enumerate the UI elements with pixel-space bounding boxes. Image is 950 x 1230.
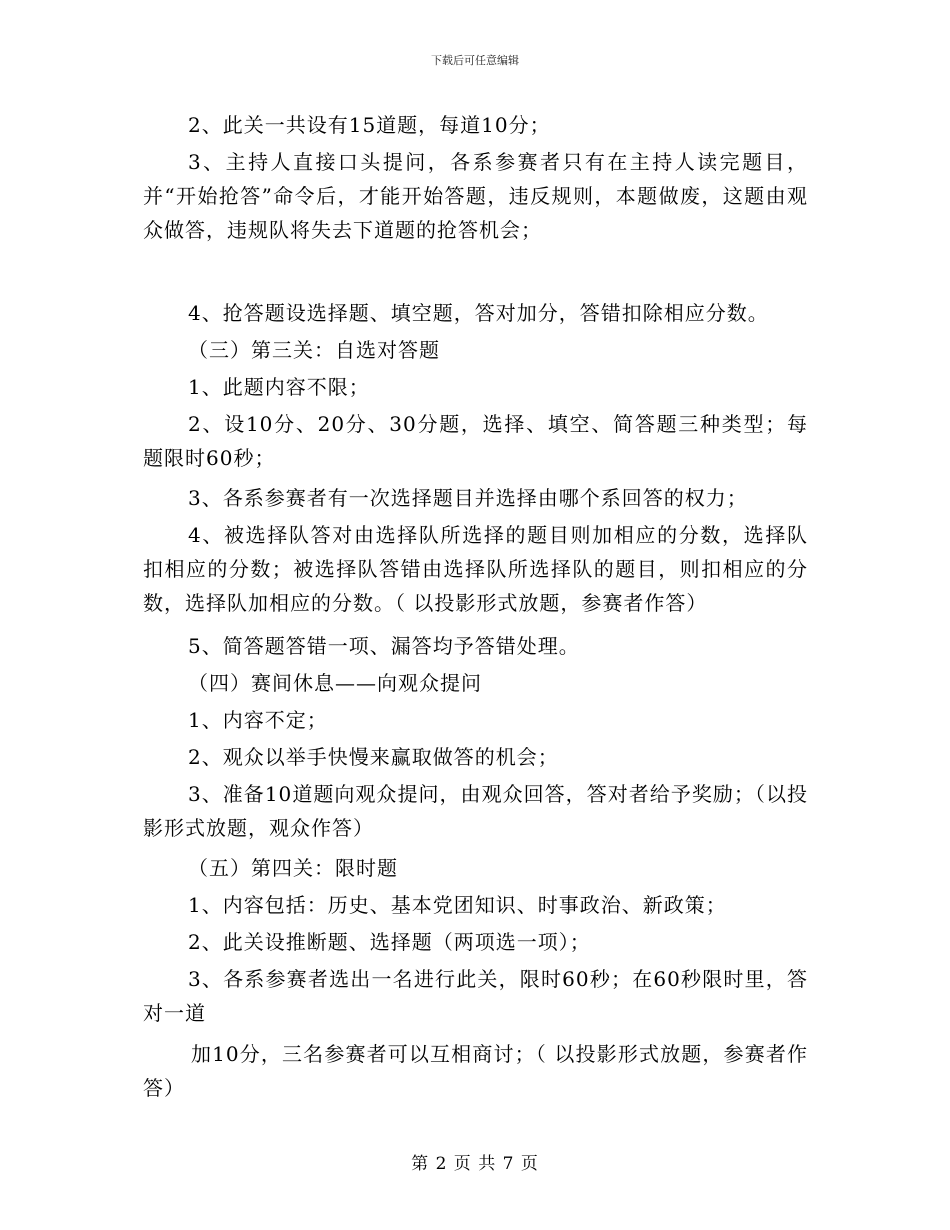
- paragraph-s3-rule-5: 5、简答题答错一项、漏答均予答错处理。: [188, 634, 580, 658]
- page-header: 下载后可任意编辑: [431, 54, 519, 67]
- paragraph-s3-rule-3: 3、各系参赛者有一次选择题目并选择由哪个系回答的权力；: [188, 486, 748, 510]
- section-heading-4: （四）赛间休息——向观众提问: [188, 671, 482, 695]
- paragraph-s5-rule-3: 3、各系参赛者选出一名进行此关，限时60秒；在60秒限时里，答对一道: [143, 967, 808, 1025]
- paragraph-rule-2: 2、此关一共设有15道题，每道10分；: [188, 113, 551, 137]
- paragraph-s3-rule-4: 4、被选择队答对由选择队所选择的题目则加相应的分数，选择队扣相应的分数；被选择队答错由选择队所选择队的题目，则扣相应的分数，选择队加相应的分数。（ 以投影形式放题，参赛者作答）: [143, 523, 808, 615]
- paragraph-s5-rule-1: 1、内容包括：历史、基本党团知识、时事政治、新政策；: [188, 893, 727, 917]
- paragraph-s5-rule-3-cont: 加10分，三名参赛者可以互相商讨；（ 以投影形式放题，参赛者作答）: [143, 1042, 808, 1100]
- section-heading-3: （三）第三关：自选对答题: [188, 338, 440, 362]
- page-number: 第 2 页 共 7 页: [411, 1154, 539, 1174]
- paragraph-s3-rule-1: 1、此题内容不限；: [188, 375, 370, 399]
- paragraph-rule-3: 3、主持人直接口头提问，各系参赛者只有在主持人读完题目，并“开始抢答”命令后，才能开始答题，违反规则，本题做废，这题由观众做答，违规队将失去下道题的抢答机会；: [143, 150, 808, 242]
- paragraph-s3-rule-2: 2、设10分、20分、30分题，选择、填空、简答题三种类型；每题限时60秒；: [143, 412, 808, 470]
- paragraph-s4-rule-3: 3、准备10道题向观众提问，由观众回答，答对者给予奖励；（以投影形式放题，观众作答）: [143, 782, 808, 840]
- paragraph-rule-4: 4、抢答题设选择题、填空题，答对加分，答错扣除相应分数。: [188, 301, 769, 325]
- paragraph-s4-rule-1: 1、内容不定；: [188, 708, 328, 732]
- paragraph-s5-rule-2: 2、此关设推断题、选择题（两项选一项）；: [188, 930, 591, 954]
- section-heading-5: （五）第四关：限时题: [188, 856, 398, 880]
- paragraph-s4-rule-2: 2、观众以举手快慢来赢取做答的机会；: [188, 745, 559, 769]
